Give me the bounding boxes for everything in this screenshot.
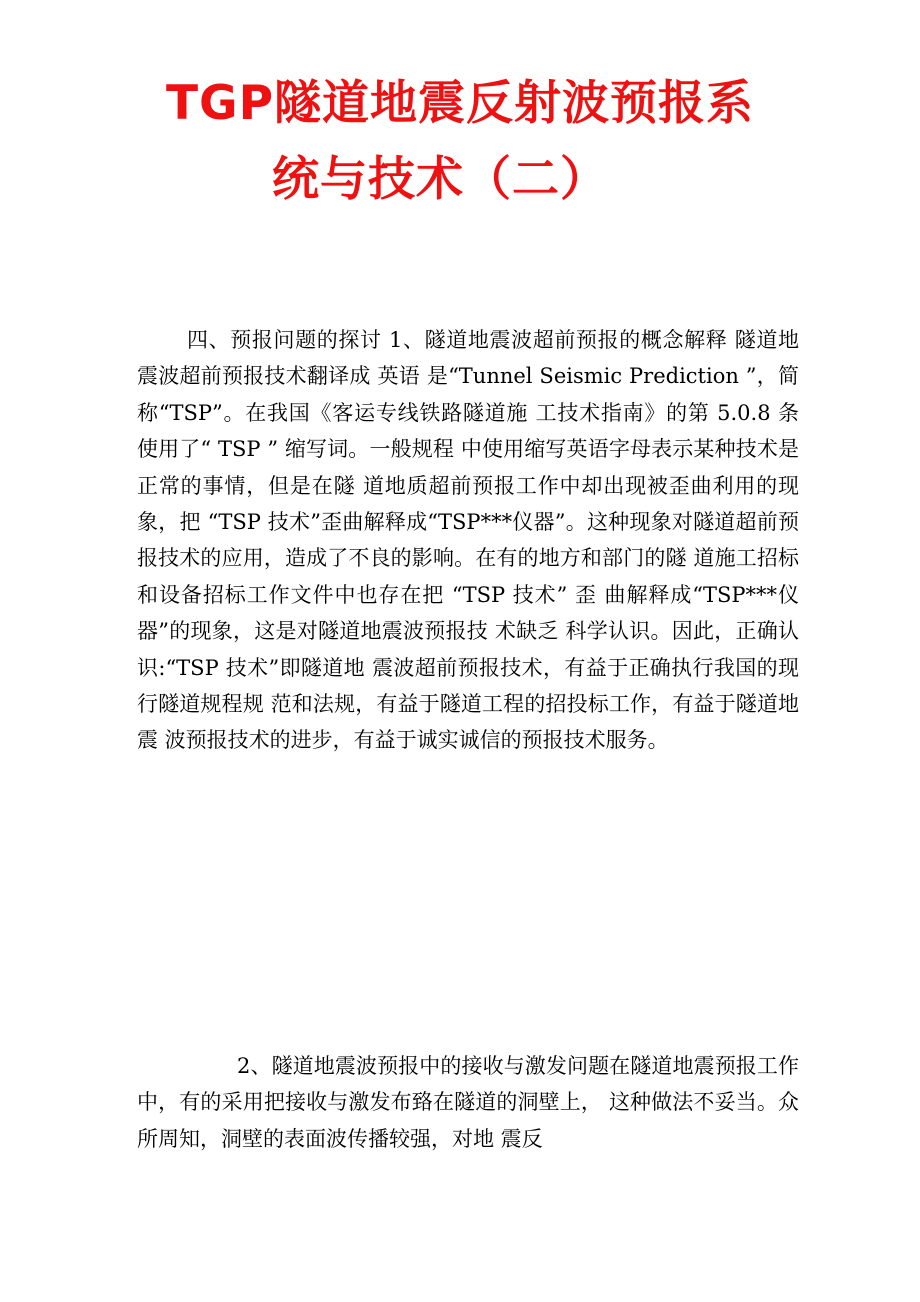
body-paragraph-2: 2、隧道地震波预报中的接收与激发问题在隧道地震预报工作中，有的采用把接收与激发布臵在隧道的洞壁上， 这种做法不妥当。众所周知，洞壁的表面波传播较强，对地 震反 bbox=[137, 1054, 799, 1151]
document-title-line-1: TGP隧道地震反射波预报系 bbox=[165, 76, 755, 131]
body-paragraph-1: 四、预报问题的探讨 1、隧道地震波超前预报的概念解释 隧道地震波超前预报技术翻译成 英语 是“Tunnel Seismic Prediction ”，简称“TSP”。在我国《客运专线铁路隧道施 工技术指南》的第 5.0.8 条使用了“ TSP ” 缩写词。一般规程 中使用缩写英语字母表示某种技术是正常的事情，但是在隧 道地质超前预报工作中却出现被歪曲利用的现象，把 “TSP 技术”歪曲解释成“TSP***仪器”。这种现象对隧道超前预 报技术的应用，造成了不良的影响。在有的地方和部门的隧 道施工招标和设备招标工作文件中也存在把 “TSP 技术” 歪 曲解释成“TSP***仪器”的现象，这是对隧道地震波预报技 术缺乏 科学认识。因此，正确认识:“TSP 技术”即隧道地 震波超前预报技术，有益于正确执行我国的现行隧道规程规 范和法规，有益于隧道工程的招投标工作，有益于隧道地震 波预报技术的进步，有益于诚实诚信的预报技术服务。 bbox=[137, 328, 799, 753]
document-title-line-2: 统与技术（二） bbox=[272, 152, 608, 207]
